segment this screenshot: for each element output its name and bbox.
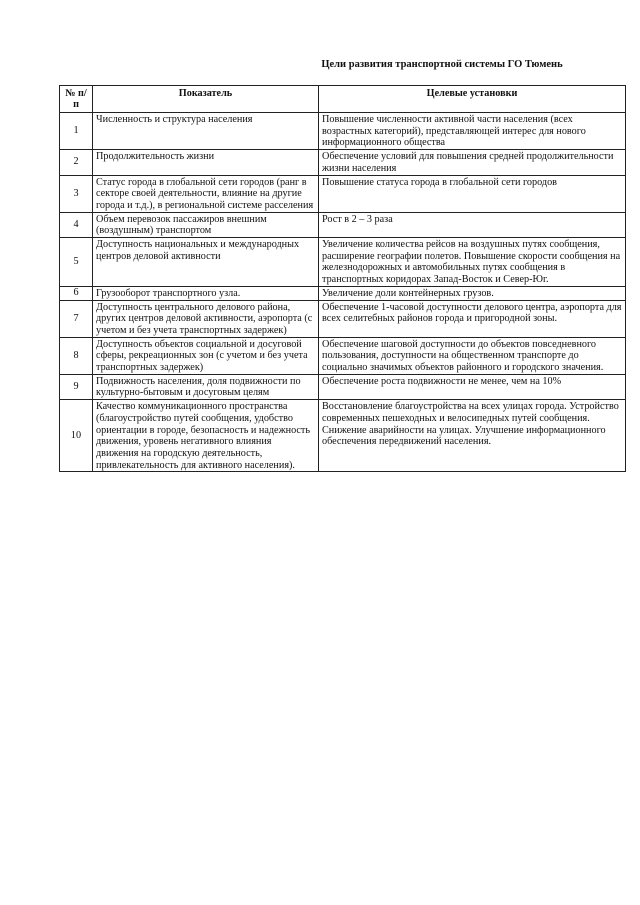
row-number: 1 (60, 113, 93, 150)
goals-table (59, 85, 626, 472)
header-target: Целевые установки (319, 86, 626, 113)
page-title: Цели развития транспортной системы ГО Тюмень (321, 59, 563, 70)
table-row (60, 150, 626, 175)
header-number: № п/п (60, 86, 93, 113)
row-number: 2 (60, 150, 93, 175)
row-indicator: Качество коммуникационного пространства (благоустройство путей сообщения, удобство ориентации в городе, безопасность и надежность движения, уровень негативного влияния движения на городскую деятельность, привлекательность для активного населения). (93, 400, 319, 472)
table-header-row (60, 86, 626, 113)
row-indicator: Доступность центрального делового района, других центров деловой активности, аэропорта (с учетом и без учета транспортных задержек) (93, 300, 319, 337)
row-target: Увеличение доли контейнерных грузов. (319, 286, 626, 300)
row-number: 7 (60, 300, 93, 337)
row-indicator: Продолжительность жизни (93, 150, 319, 175)
table-row (60, 337, 626, 374)
row-indicator: Грузооборот транспортного узла. (93, 286, 319, 300)
table-row (60, 374, 626, 399)
table-row (60, 400, 626, 472)
row-target: Увеличение количества рейсов на воздушных путях сообщения, расширение географии полетов. Повышение скорости сообщения на железнодорожных и автомобильных путях сообщения в транспортных коридорах Запад-Восток и Север-Юг. (319, 238, 626, 287)
row-indicator: Подвижность населения, доля подвижности по культурно-бытовым и досуговым целям (93, 374, 319, 399)
row-number: 6 (60, 286, 93, 300)
header-indicator: Показатель (93, 86, 319, 113)
row-target: Обеспечение 1-часовой доступности делового центра, аэропорта для всех селитебных районов города и пригородной зоны. (319, 300, 626, 337)
table-row (60, 300, 626, 337)
row-number: 9 (60, 374, 93, 399)
row-target: Рост в 2 – 3 раза (319, 212, 626, 237)
row-indicator: Доступность национальных и международных центров деловой активности (93, 238, 319, 287)
row-indicator: Объем перевозок пассажиров внешним (воздушным) транспортом (93, 212, 319, 237)
table-body (60, 113, 626, 472)
row-number: 10 (60, 400, 93, 472)
row-target: Повышение численности активной части населения (всех возрастных категорий), представляющей интерес для нового информационного общества (319, 113, 626, 150)
row-indicator: Численность и структура населения (93, 113, 319, 150)
row-indicator: Доступность объектов социальной и досуговой сферы, рекреационных зон (с учетом и без учета транспортных задержек) (93, 337, 319, 374)
table-row (60, 212, 626, 237)
row-number: 8 (60, 337, 93, 374)
row-target: Повышение статуса города в глобальной сети городов (319, 175, 626, 212)
row-number: 4 (60, 212, 93, 237)
table-row (60, 175, 626, 212)
row-target: Обеспечение шаговой доступности до объектов повседневного пользования, доступности на общественном транспорте до социально значимых объектов районного и городского значения. (319, 337, 626, 374)
row-indicator: Статус города в глобальной сети городов (ранг в секторе своей деятельности, влияние на другие города и т.д.), в региональной системе расселения (93, 175, 319, 212)
row-target: Обеспечение условий для повышения средней продолжительности жизни населения (319, 150, 626, 175)
table-row (60, 238, 626, 287)
row-target: Восстановление благоустройства на всех улицах города. Устройство современных пешеходных и велосипедных путей сообщения. Снижение аварийности на улицах. Улучшение информационного обеспечения передвижений населения. (319, 400, 626, 472)
table-row (60, 286, 626, 300)
table-row (60, 113, 626, 150)
row-number: 5 (60, 238, 93, 287)
row-number: 3 (60, 175, 93, 212)
row-target: Обеспечение роста подвижности не менее, чем на 10% (319, 374, 626, 399)
